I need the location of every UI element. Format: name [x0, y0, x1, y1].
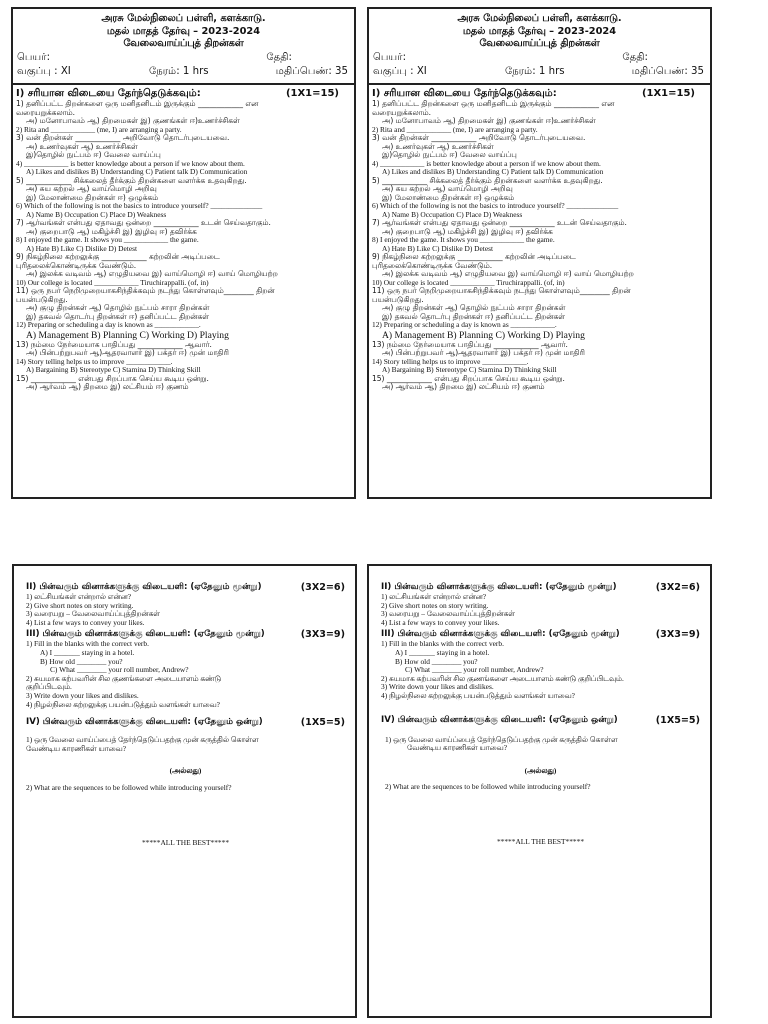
question-line: பயன்படுகிறது. [372, 294, 424, 304]
question-line: 14) Story telling helps us to improve ____________. [16, 356, 173, 366]
part1-title [372, 88, 707, 100]
answer-options: A) Management B) Planning C) Working D) Playing [26, 329, 229, 341]
part4-q1: 1) ஒரு வேலை வாய்ப்பைத் தேர்ந்தெடுப்பதற்கு முன் கருத்தில் கொள்ள [26, 735, 259, 745]
question-line: வரையறுக்கலாம். [372, 107, 432, 117]
parts-2-to-4 [14, 566, 355, 847]
part4-marks: (1X5=5) [300, 717, 345, 729]
part2-q4: 4) List a few ways to convey your likes. [381, 617, 500, 627]
answer-options: A) Likes and dislikes B) Understanding C) Patient talk D) Communication [382, 167, 604, 176]
marks-label: மதிப்பெண்: 35 [631, 66, 704, 77]
answer-options: இ) தகவல் தொடர்பு திறன்கள் ஈ) தனிப்பட்ட திறன்கள் [26, 311, 210, 321]
question-line: 2) Rita and ____________ (me, I) are arranging a party. [372, 124, 538, 134]
date-label: தேதி: [266, 52, 292, 63]
part3-title [26, 629, 345, 640]
part3-q1-b: B) How old ________ you? [40, 656, 123, 666]
class-label: வகுப்பு : XI [373, 66, 427, 77]
or-divider: (அல்லது) [524, 765, 557, 775]
paper-header [13, 9, 354, 85]
part1-question-list [16, 100, 351, 392]
question-line: 1) தனிப்பட்ட திறன்களை ஒரு மனிதனிடம் இருக்கும் ____________ என [16, 99, 259, 108]
subject-name: வேலைவாய்ப்புத் திறன்கள் [123, 38, 244, 49]
answer-options: அ) இலக்க வடிவம் ஆ) எழுதியவை இ) வாய்மொழி ஈ) வாய் மொழியற்ற [26, 269, 278, 278]
exam-name: மதல் மாதத் தேர்வு – 2023-2024 [462, 25, 617, 37]
part3-title [381, 629, 700, 640]
part4-title-text: IV) பின்வரும் வினாக்களுக்கு விடையளி: (ஏதேனும் ஒன்று) [26, 717, 263, 728]
question-line: 15) ____________ என்பது சிறப்பாக செய்ய கூடிய ஒன்று. [16, 373, 209, 383]
question-line: புரிதலைக்கொண்டிருக்க வேண்டும். [16, 260, 137, 270]
date-label: தேதி: [622, 52, 648, 63]
question-line: 3) வன் திறன்கள் ____________ அறிவோடு தொடர்புடையவை. [372, 133, 586, 142]
question-line: 4) ____________ is better knowledge about a person if we know about them. [372, 158, 601, 168]
question-line: 7) ஆர்வங்கள் என்பது ஏதாவது ஒன்றை ____________ உடன் செய்வதாகும். [16, 218, 271, 227]
part3-q4: 4) நிழல்நிலை கற்றலுக்கு பயன்படுத்தும் வளங்கள் யாவை? [381, 690, 575, 700]
question-line: 11) ஒரு நபர் நெறிமுறையாகசிந்திக்கவும் நடந்து கொள்ளவும்________ திறன் [16, 286, 275, 295]
name-label: பெயர்: [373, 52, 406, 63]
answer-options: இ) மேலாண்மை திறன்கள் ஈ) ஒழுக்கம் [26, 192, 159, 202]
question-line: 15) ____________ என்பது சிறப்பாக செய்ய கூடிய ஒன்று. [372, 373, 565, 383]
part1-section [13, 85, 354, 392]
answer-options: இ) தகவல் தொடர்பு திறன்கள் ஈ) தனிப்பட்ட திறன்கள் [382, 311, 566, 321]
question-line: 6) Which of the following is not the basics to introduce yourself? ______________ [16, 201, 263, 210]
answer-options: அ) ஆர்வம் ஆ) திறமை இ) லட்சியம் ஈ) குணம் [26, 382, 189, 391]
part2-q2: 2) Give short notes on story writing. [26, 600, 134, 610]
part1-title [16, 88, 351, 100]
part3-title-text: III) பின்வரும் வினாக்களுக்கு விடையளி: (ஏதேனும் மூன்று) [381, 629, 620, 640]
part3-q1-a: A) I _______ staying in a hotel. [40, 647, 135, 657]
answer-options: A) Likes and dislikes B) Understanding C) Patient talk D) Communication [26, 167, 248, 176]
part1-question-list [372, 100, 707, 392]
answer-options: A) Hate B) Like C) Dislike D) Detest [382, 243, 494, 253]
part4-q2: 2) What are the sequences to be followed while introducing yourself? [26, 782, 232, 792]
question-line: 12) Preparing or scheduling a day is known as ____________. [16, 320, 201, 329]
question-paper-bottom-right [367, 564, 712, 1018]
marks-label: மதிப்பெண்: 35 [275, 66, 348, 77]
answer-options: A) Bargaining B) Stereotype C) Stamina D) Thinking Skill [382, 365, 557, 374]
part2-q3: 3) வரையறு – வேலைவாய்ப்புத்திறன்கள் [381, 609, 515, 619]
answer-options: இ)தொழில் நுட்பம் ஈ) வேலை வாய்ப்பு [382, 150, 517, 159]
question-line: 8) I enjoyed the game. It shows you ____________ the game. [16, 235, 199, 244]
all-the-best: *****ALL THE BEST***** [141, 837, 230, 847]
question-line: 5) ____________ சிக்கலைத் தீர்க்கும் திறன்களை வளர்க்க உதவுகிறது. [16, 175, 247, 185]
answer-options: A) Management B) Planning C) Working D) Playing [382, 329, 585, 341]
answer-options: A) Hate B) Like C) Dislike D) Detest [26, 243, 138, 253]
question-line: பயன்படுகிறது. [16, 294, 68, 304]
question-line: புரிதலைக்கொண்டிருக்க வேண்டும். [372, 260, 493, 270]
part2-marks: (3X2=6) [300, 582, 345, 593]
answer-options: இ)தொழில் நுட்பம் ஈ) வேலை வாய்ப்பு [26, 150, 161, 159]
part3-q4: 4) நிழல்நிலை கற்றலுக்கு பயன்படுத்தும் வளங்கள் யாவை? [26, 699, 220, 709]
name-label: பெயர்: [17, 52, 50, 63]
part2-title-text: II) பின்வரும் வினாக்களுக்கு விடையளி: (ஏதேனும் மூன்று) [381, 582, 617, 592]
part2-q4: 4) List a few ways to convey your likes. [26, 617, 145, 627]
all-the-best: *****ALL THE BEST***** [496, 836, 585, 846]
exam-name: மதல் மாதத் தேர்வு – 2023-2024 [106, 25, 261, 37]
part4-title-text: IV) பின்வரும் வினாக்களுக்கு விடையளி: (ஏதேனும் ஒன்று) [381, 714, 618, 725]
answer-options: அ) மனோபாவம் ஆ) திறமைகள் இ) குணங்கள் ஈ)உணர்ச்சிகள் [382, 116, 596, 125]
parts-2-to-4 [369, 566, 710, 847]
part4-title [381, 715, 700, 726]
answer-options: A) Name B) Occupation C) Place D) Weakness [382, 209, 523, 219]
part1-section [369, 85, 710, 392]
answer-options: அ) மனோபாவம் ஆ) திறமைகள் இ) குணங்கள் ஈ)உணர்ச்சிகள் [26, 116, 240, 125]
question-line: 9) நிகழ்நிலை கற்றலுக்கு ____________ கற்றலின் அடிப்படை [16, 252, 220, 261]
question-paper-bottom-left [12, 564, 357, 1018]
question-line: 4) ____________ is better knowledge about a person if we know about them. [16, 158, 245, 168]
question-line: 1) தனிப்பட்ட திறன்களை ஒரு மனிதனிடம் இருக்கும் ____________ என [372, 99, 615, 108]
question-line: 8) I enjoyed the game. It shows you ____________ the game. [372, 235, 555, 244]
part2-q3: 3) வரையறு – வேலைவாய்ப்புத்திறன்கள் [26, 609, 160, 619]
answer-options: அ) உணர்வுகள் ஆ) உணர்ச்சிகள் [26, 141, 138, 151]
answer-options: அ) சுய கற்றல் ஆ) வாய்மொழி அறிவு [382, 184, 513, 193]
part3-title-text: III) பின்வரும் வினாக்களுக்கு விடையளி: (ஏதேனும் மூன்று) [26, 629, 265, 640]
answer-options: அ) குறைபாடு ஆ) மகிழ்ச்சி இ) இழிவு ஈ) தவிர்க்க [26, 226, 197, 236]
part2-q2: 2) Give short notes on story writing. [381, 600, 489, 610]
school-name: அரசு மேல்நிலைப் பள்ளி, களக்காடு. [101, 13, 266, 24]
part3-q2: 2) சுயமாக கற்பவரின் சில குணங்களை அடையாளம் கண்டு குறிப்பிடவும். [381, 673, 624, 683]
answer-options: அ) குழு திறன்கள் ஆ) தொழில் நுட்பம் சாரா திறன்கள் [26, 303, 210, 312]
part4-q1-cont: வேண்டிய காரணிகள் யாவை? [407, 743, 507, 753]
answer-options: அ) குழு திறன்கள் ஆ) தொழில் நுட்பம் சாரா திறன்கள் [382, 303, 566, 312]
part3-marks: (3X3=9) [655, 629, 700, 641]
part2-title [26, 582, 345, 593]
subject-name: வேலைவாய்ப்புத் திறன்கள் [479, 38, 600, 49]
answer-options: அ) சுய கற்றல் ஆ) வாய்மொழி அறிவு [26, 184, 157, 193]
part2-title [381, 582, 700, 593]
part3-q2: 2) சுயமாக கற்பவரின் சில குணங்களை அடையாளம் கண்டு [26, 673, 222, 683]
answer-options: அ) குறைபாடு ஆ) மகிழ்ச்சி இ) இழிவு ஈ) தவிர்க்க [382, 226, 553, 236]
question-line: 9) நிகழ்நிலை கற்றலுக்கு ____________ கற்றலின் அடிப்படை [372, 252, 576, 261]
part3-q3: 3) Write down your likes and dislikes. [26, 690, 139, 700]
part4-title [26, 717, 345, 728]
answer-options: அ) பின்பற்றுபவர் ஆ)ஆதரவாளர் இ) பக்தர் ஈ) முன் மாதிரி [382, 348, 585, 357]
question-line: 2) Rita and ____________ (me, I) are arranging a party. [16, 124, 182, 134]
part1-title-text: I) சரியான விடையை தேர்ந்தெடுக்கவும்: [372, 88, 557, 99]
part4-q2: 2) What are the sequences to be followed while introducing yourself? [385, 782, 591, 792]
question-line: 10) Our college is located ____________ Tiruchirappalli. (of, in) [16, 277, 209, 287]
question-line: 11) ஒரு நபர் நெறிமுறையாகசிந்திக்கவும் நடந்து கொள்ளவும்________ திறன் [372, 286, 631, 295]
answer-options: அ) உணர்வுகள் ஆ) உணர்ச்சிகள் [382, 141, 494, 151]
answer-options: அ) பின்பற்றுபவர் ஆ)ஆதரவாளர் இ) பக்தர் ஈ) முன் மாதிரி [26, 348, 229, 357]
part2-q1: 1) லட்சியங்கள் என்றால் என்ன? [26, 592, 132, 601]
answer-options: அ) இலக்க வடிவம் ஆ) எழுதியவை இ) வாய்மொழி ஈ) வாய் மொழியற்ற [382, 269, 634, 278]
question-line: 14) Story telling helps us to improve ____________. [372, 356, 529, 366]
part2-marks: (3X2=6) [655, 582, 700, 593]
part3-q1-c: C) What ________ your roll number, Andrew? [50, 665, 189, 675]
part3-q1-a: A) I _______ staying in a hotel. [395, 647, 490, 657]
time-label: நேரம்: 1 hrs [505, 66, 565, 77]
question-line: 12) Preparing or scheduling a day is known as ____________. [372, 320, 557, 329]
paper-header [369, 9, 710, 85]
question-paper-top-left [11, 7, 356, 499]
part3-q1: 1) Fill in the blanks with the correct verb. [381, 639, 504, 649]
answer-options: இ) மேலாண்மை திறன்கள் ஈ) ஒழுக்கம் [382, 192, 515, 202]
question-line: 5) ____________ சிக்கலைத் தீர்க்கும் திறன்களை வளர்க்க உதவுகிறது. [372, 175, 603, 185]
question-line: 7) ஆர்வங்கள் என்பது ஏதாவது ஒன்றை ____________ உடன் செய்வதாகும். [372, 218, 627, 227]
part3-q1-b: B) How old ________ you? [395, 656, 478, 666]
question-paper-top-right [367, 7, 712, 499]
question-line: 13) நம்மை நேர்மையாக பாதிப்பது ____________ ஆவார். [16, 339, 212, 349]
school-name: அரசு மேல்நிலைப் பள்ளி, களக்காடு. [457, 13, 622, 24]
question-line: 10) Our college is located ____________ Tiruchirappalli. (of, in) [372, 277, 565, 287]
part4-q1-cont: வேண்டிய காரணிகள் யாவை? [26, 743, 126, 753]
question-line: வரையறுக்கலாம். [16, 107, 76, 117]
part3-marks: (3X3=9) [300, 629, 345, 641]
question-line: 3) வன் திறன்கள் ____________ அறிவோடு தொடர்புடையவை. [16, 133, 230, 142]
time-label: நேரம்: 1 hrs [149, 66, 209, 77]
or-divider: (அல்லது) [169, 766, 202, 776]
part1-title-text: I) சரியான விடையை தேர்ந்தெடுக்கவும்: [16, 88, 201, 99]
answer-options: A) Name B) Occupation C) Place D) Weakness [26, 209, 167, 219]
part3-q1: 1) Fill in the blanks with the correct verb. [26, 639, 149, 649]
part2-q1: 1) லட்சியங்கள் என்றால் என்ன? [381, 592, 487, 601]
part3-q3: 3) Write down your likes and dislikes. [381, 682, 494, 692]
part4-marks: (1X5=5) [655, 714, 700, 726]
part3-q1-c: C) What ________ your roll number, Andrew? [405, 665, 544, 675]
answer-options: A) Bargaining B) Stereotype C) Stamina D) Thinking Skill [26, 365, 201, 374]
part3-q2-cont: குறிப்பிடவும். [26, 682, 72, 692]
part2-title-text: II) பின்வரும் வினாக்களுக்கு விடையளி: (ஏதேனும் மூன்று) [26, 582, 262, 592]
part1-marks: (1X1=15) [641, 88, 695, 99]
part1-marks: (1X1=15) [285, 88, 339, 99]
question-line: 6) Which of the following is not the basics to introduce yourself? ______________ [372, 201, 619, 210]
answer-options: அ) ஆர்வம் ஆ) திறமை இ) லட்சியம் ஈ) குணம் [382, 382, 545, 391]
part4-q1: 1) ஒரு வேலை வாய்ப்பைத் தேர்ந்தெடுப்பதற்கு முன் கருத்தில் கொள்ள [385, 734, 618, 744]
class-label: வகுப்பு : XI [17, 66, 71, 77]
question-line: 13) நம்மை நேர்மையாக பாதிப்பது ____________ ஆவார். [372, 339, 568, 349]
